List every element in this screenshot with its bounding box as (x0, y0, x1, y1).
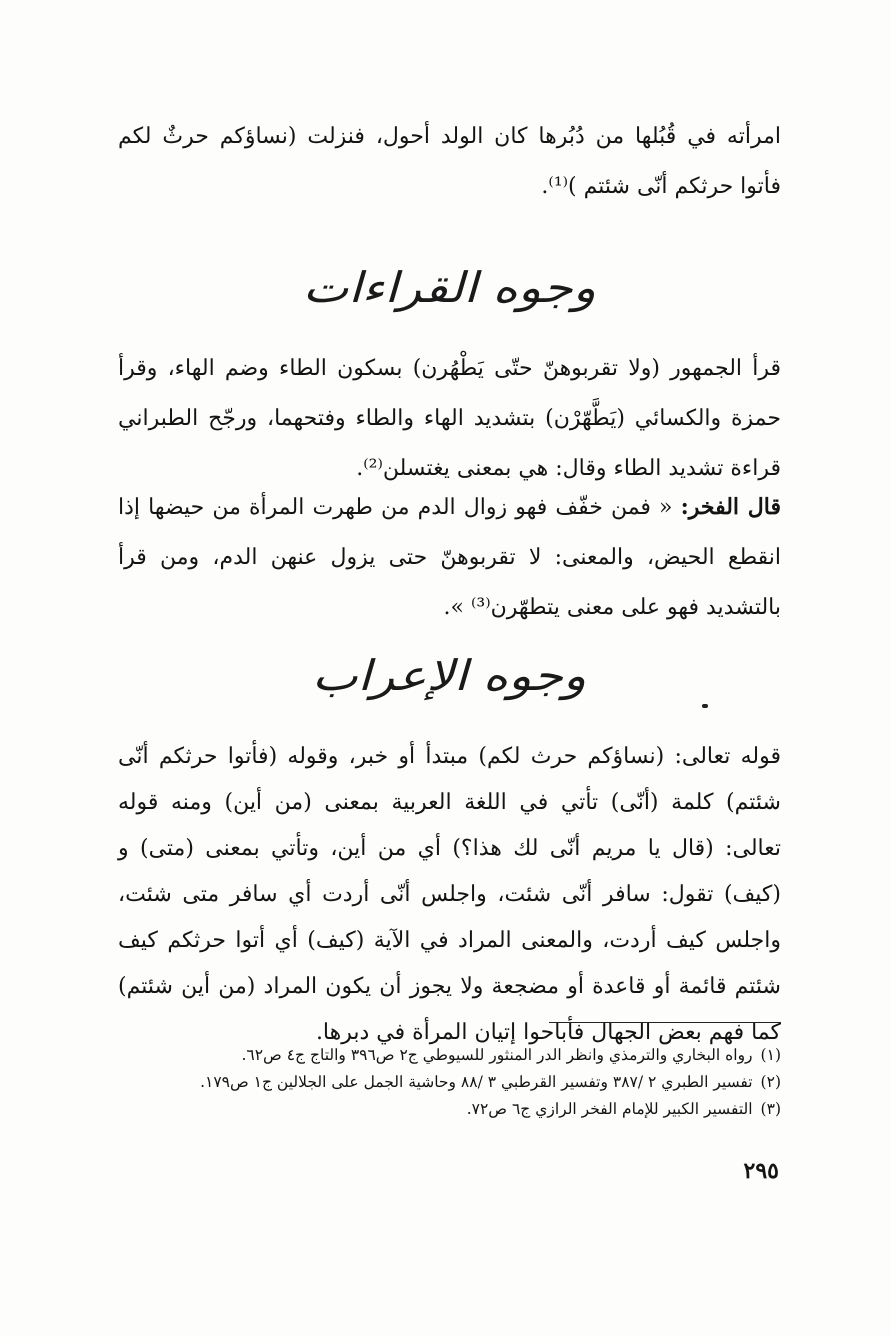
footnote-number: (٢) (760, 1073, 781, 1091)
book-page (118, 112, 781, 1276)
fakhr-label: قال الفخر: (680, 494, 781, 520)
footnote-3 (118, 1096, 781, 1123)
footnote-number: (٣) (760, 1100, 781, 1118)
footnotes (118, 1042, 781, 1123)
section-heading-irab (118, 646, 781, 706)
footnote-number: (١) (760, 1046, 781, 1064)
section-heading-qiraat-text: وجوه القراءات (302, 263, 597, 312)
print-speck (702, 704, 708, 708)
page-number: ٢٩٥ (743, 1158, 779, 1184)
footnote-text: تفسير الطبري ٢ /٣٨٧ وتفسير القرطبي ٣ /٨٨ وحاشية الجمل على الجلالين ج١ ص١٧٩. (200, 1073, 753, 1091)
fakhr-quote: « فمن خفّف فهو زوال الدم من طهرت المرأة من حيضها إذا انقطع الحيض، والمعنى: لا تقربوهنّ حتى يزول عنهن الدم، ومن قرأ بالتشديد فهو على معنى يتطهّرن⁽³⁾ ». (118, 495, 781, 620)
footnote-text: التفسير الكبير للإمام الفخر الرازي ج٦ ص٧٢. (466, 1100, 753, 1118)
fakhr-paragraph (118, 482, 781, 633)
footnote-2 (118, 1069, 781, 1096)
footnote-text: رواه البخاري والترمذي وانظر الدر المنثور للسيوطي ج٢ ص٣٩٦ والتاج ج٤ ص٦٢. (241, 1046, 753, 1064)
intro-paragraph: امرأته في قُبُلها من دُبُرها كان الولد أحول، فنزلت (نساؤكم حرثٌ لكم فأتوا حرثكم أنّى شئتم )⁽¹⁾. (118, 124, 781, 199)
irab-paragraph: قوله تعالى: (نساؤكم حرث لكم) مبتدأ أو خبر، وقوله (فأتوا حرثكم أنّى شئتم) كلمة (أنّى) تأتي في اللغة العربية بمعنى (من أين) ومنه قوله تعالى: (قال يا مريم أنّى لك هذا؟) أي من أين، وتأتي بمعنى (متى) و (كيف) تقول: سافر أنّى شئت، واجلس أنّى أردت أي سافر متى شئت، واجلس كيف أردت، والمعنى المراد في الآية (كيف) أي أتوا حرثكم كيف شئتم قائمة أو قاعدة أو مضجعة ولا يجوز أن يكون المراد (من أين شئتم) كما فهم بعض الجهال فأباحوا إتيان المرأة في دبرها. (118, 744, 781, 1045)
footnote-1 (118, 1042, 781, 1069)
footnote-divider (549, 1022, 781, 1023)
section-heading-qiraat (118, 258, 781, 318)
section-heading-irab-text: وجوه الإعراب (312, 651, 587, 700)
qiraat-paragraph: قرأ الجمهور (ولا تقربوهنّ حتّى يَطْهُرن) بسكون الطاء وضم الهاء، وقرأ حمزة والكسائي (يَطَّهّرْن) بتشديد الهاء والطاء وفتحهما، ورجّح الطبراني قراءة تشديد الطاء وقال: هي بمعنى يغتسلن⁽²⁾. (118, 356, 781, 481)
